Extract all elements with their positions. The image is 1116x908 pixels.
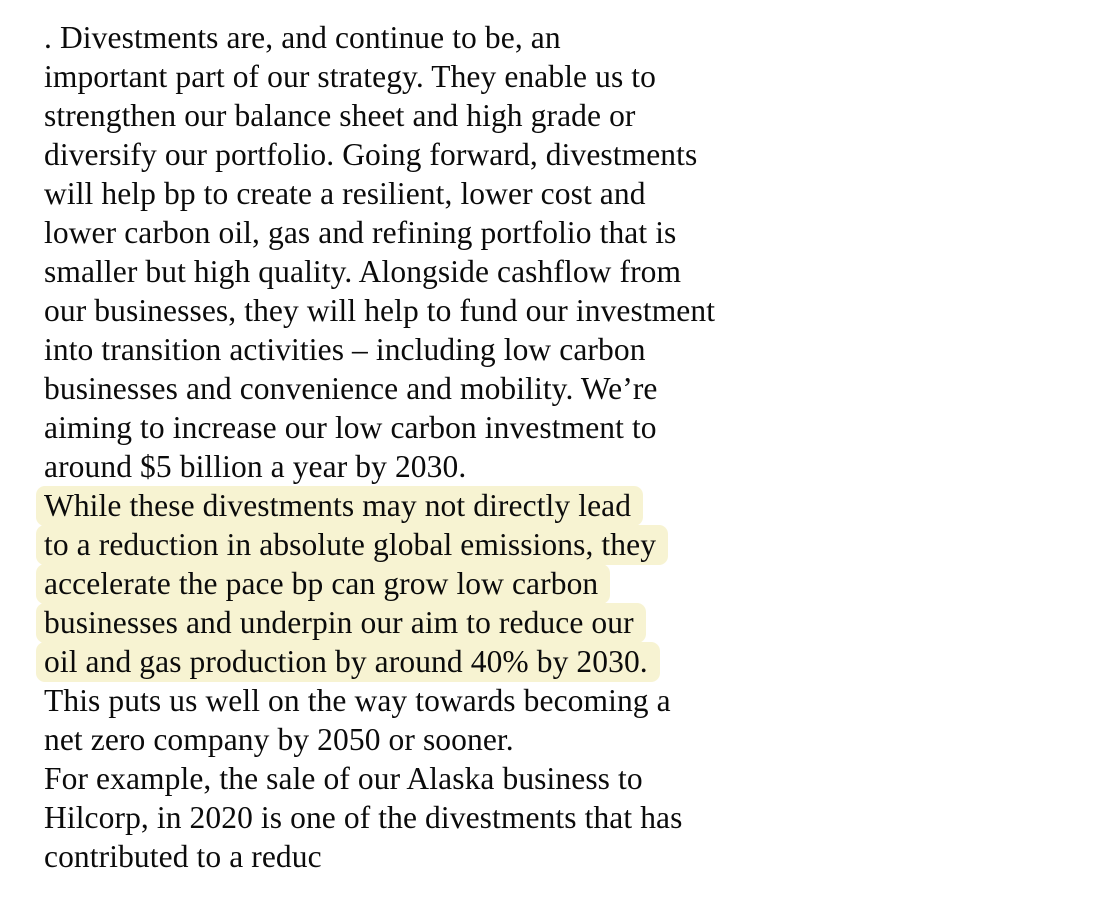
text-line-content: smaller but high quality. Alongside cashflow from — [44, 254, 682, 289]
text-line-content: our businesses, they will help to fund our investment — [44, 293, 716, 328]
text-line-content: businesses and underpin our aim to reduce our — [36, 603, 646, 643]
text-line — [44, 681, 1086, 720]
text-line-content: strengthen our balance sheet and high grade or — [44, 98, 636, 133]
text-line-content: into transition activities – including low carbon — [44, 332, 646, 367]
text-line — [44, 369, 1086, 408]
text-line — [44, 174, 1086, 213]
text-line — [44, 720, 1086, 759]
text-line-content: net zero company by 2050 or sooner. — [44, 722, 514, 757]
text-line-content: . Divestments are, and continue to be, an — [44, 20, 561, 55]
text-line-content: oil and gas production by around 40% by 2030. — [36, 642, 660, 682]
text-line — [44, 291, 1086, 330]
text-line-content: important part of our strategy. They enable us to — [44, 59, 656, 94]
text-line-content: Hilcorp, in 2020 is one of the divestments that has — [44, 800, 683, 835]
highlighted-text-line — [44, 486, 1086, 525]
text-line — [44, 57, 1086, 96]
text-line — [44, 798, 1086, 837]
text-line — [44, 330, 1086, 369]
text-line-content: diversify our portfolio. Going forward, divestments — [44, 137, 698, 172]
text-line — [44, 759, 1086, 798]
text-line-content: will help bp to create a resilient, lower cost and — [44, 176, 646, 211]
highlighted-text-line — [44, 642, 1086, 681]
text-block — [44, 18, 1086, 876]
text-line — [44, 96, 1086, 135]
highlighted-text-line — [44, 525, 1086, 564]
text-line — [44, 837, 1086, 876]
text-line-content: This puts us well on the way towards becoming a — [44, 683, 671, 718]
text-line — [44, 252, 1086, 291]
text-line-content: businesses and convenience and mobility. We’re — [44, 371, 658, 406]
highlighted-text-line — [44, 564, 1086, 603]
text-line-content: aiming to increase our low carbon investment to — [44, 410, 657, 445]
text-line — [44, 135, 1086, 174]
text-line — [44, 18, 1086, 57]
text-line-content: contributed to a reduc — [44, 839, 322, 874]
text-line — [44, 447, 1086, 486]
text-line-content: For example, the sale of our Alaska business to — [44, 761, 643, 796]
highlighted-text-line — [44, 603, 1086, 642]
text-line — [44, 408, 1086, 447]
text-line-content: accelerate the pace bp can grow low carbon — [36, 564, 610, 604]
text-line-content: to a reduction in absolute global emissions, they — [36, 525, 668, 565]
text-line-content: lower carbon oil, gas and refining portfolio that is — [44, 215, 677, 250]
text-line-content: around $5 billion a year by 2030. — [44, 449, 467, 484]
text-line — [44, 213, 1086, 252]
text-line-content: While these divestments may not directly lead — [36, 486, 643, 526]
